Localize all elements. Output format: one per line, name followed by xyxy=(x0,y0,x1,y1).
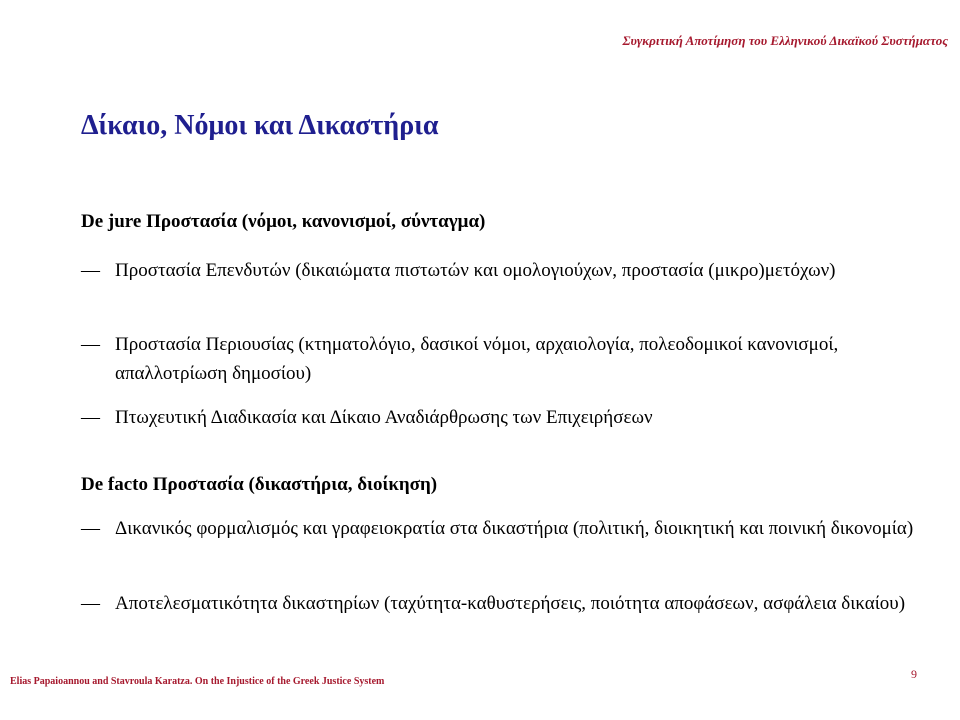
section-heading-de-jure: De jure Προστασία (νόμοι, κανονισμοί, σύνταγμα) xyxy=(81,211,486,232)
page-title: Δίκαιο, Νόμοι και Δικαστήρια xyxy=(81,110,439,141)
list-item xyxy=(81,256,941,285)
list-item-text: Πτωχευτική Διαδικασία και Δίκαιο Αναδιάρθρωσης των Επιχειρήσεων xyxy=(115,407,653,428)
list-item xyxy=(81,330,941,388)
list-item-text: Δικανικός φορμαλισμός και γραφειοκρατία στα δικαστήρια (πολιτική, διοικητική και ποινική δικονομία) xyxy=(115,518,914,539)
dash-bullet: — xyxy=(81,260,100,281)
list-item-text: Προστασία Επενδυτών (δικαιώματα πιστωτών και ομολογιούχων, προστασία (μικρο)μετόχων) xyxy=(115,260,836,281)
page-number: 9 xyxy=(911,667,917,681)
dash-bullet: — xyxy=(81,593,100,614)
list-item xyxy=(81,403,941,432)
dash-bullet: — xyxy=(81,334,100,355)
section-heading-de-facto: De facto Προστασία (δικαστήρια, διοίκηση) xyxy=(81,474,438,495)
dash-bullet: — xyxy=(81,518,100,539)
list-item xyxy=(81,589,941,618)
list-item-text: Προστασία Περιουσίας (κτηματολόγιο, δασικοί νόμοι, αρχαιολογία, πολεοδομικοί κανονισμοί, απαλλοτρίωση δημοσίου) xyxy=(115,334,839,384)
header-title: Συγκριτική Αποτίμηση του Ελληνικού Δικαϊκού Συστήματος xyxy=(622,33,948,48)
list-item xyxy=(81,514,941,543)
footer-authors: Elias Papaioannou and Stavroula Karatza. On the Injustice of the Greek Justice System xyxy=(10,676,385,687)
list-item-text: Αποτελεσματικότητα δικαστηρίων (ταχύτητα-καθυστερήσεις, ποιότητα αποφάσεων, ασφάλεια δικαίου) xyxy=(115,593,906,614)
dash-bullet: — xyxy=(81,407,100,428)
